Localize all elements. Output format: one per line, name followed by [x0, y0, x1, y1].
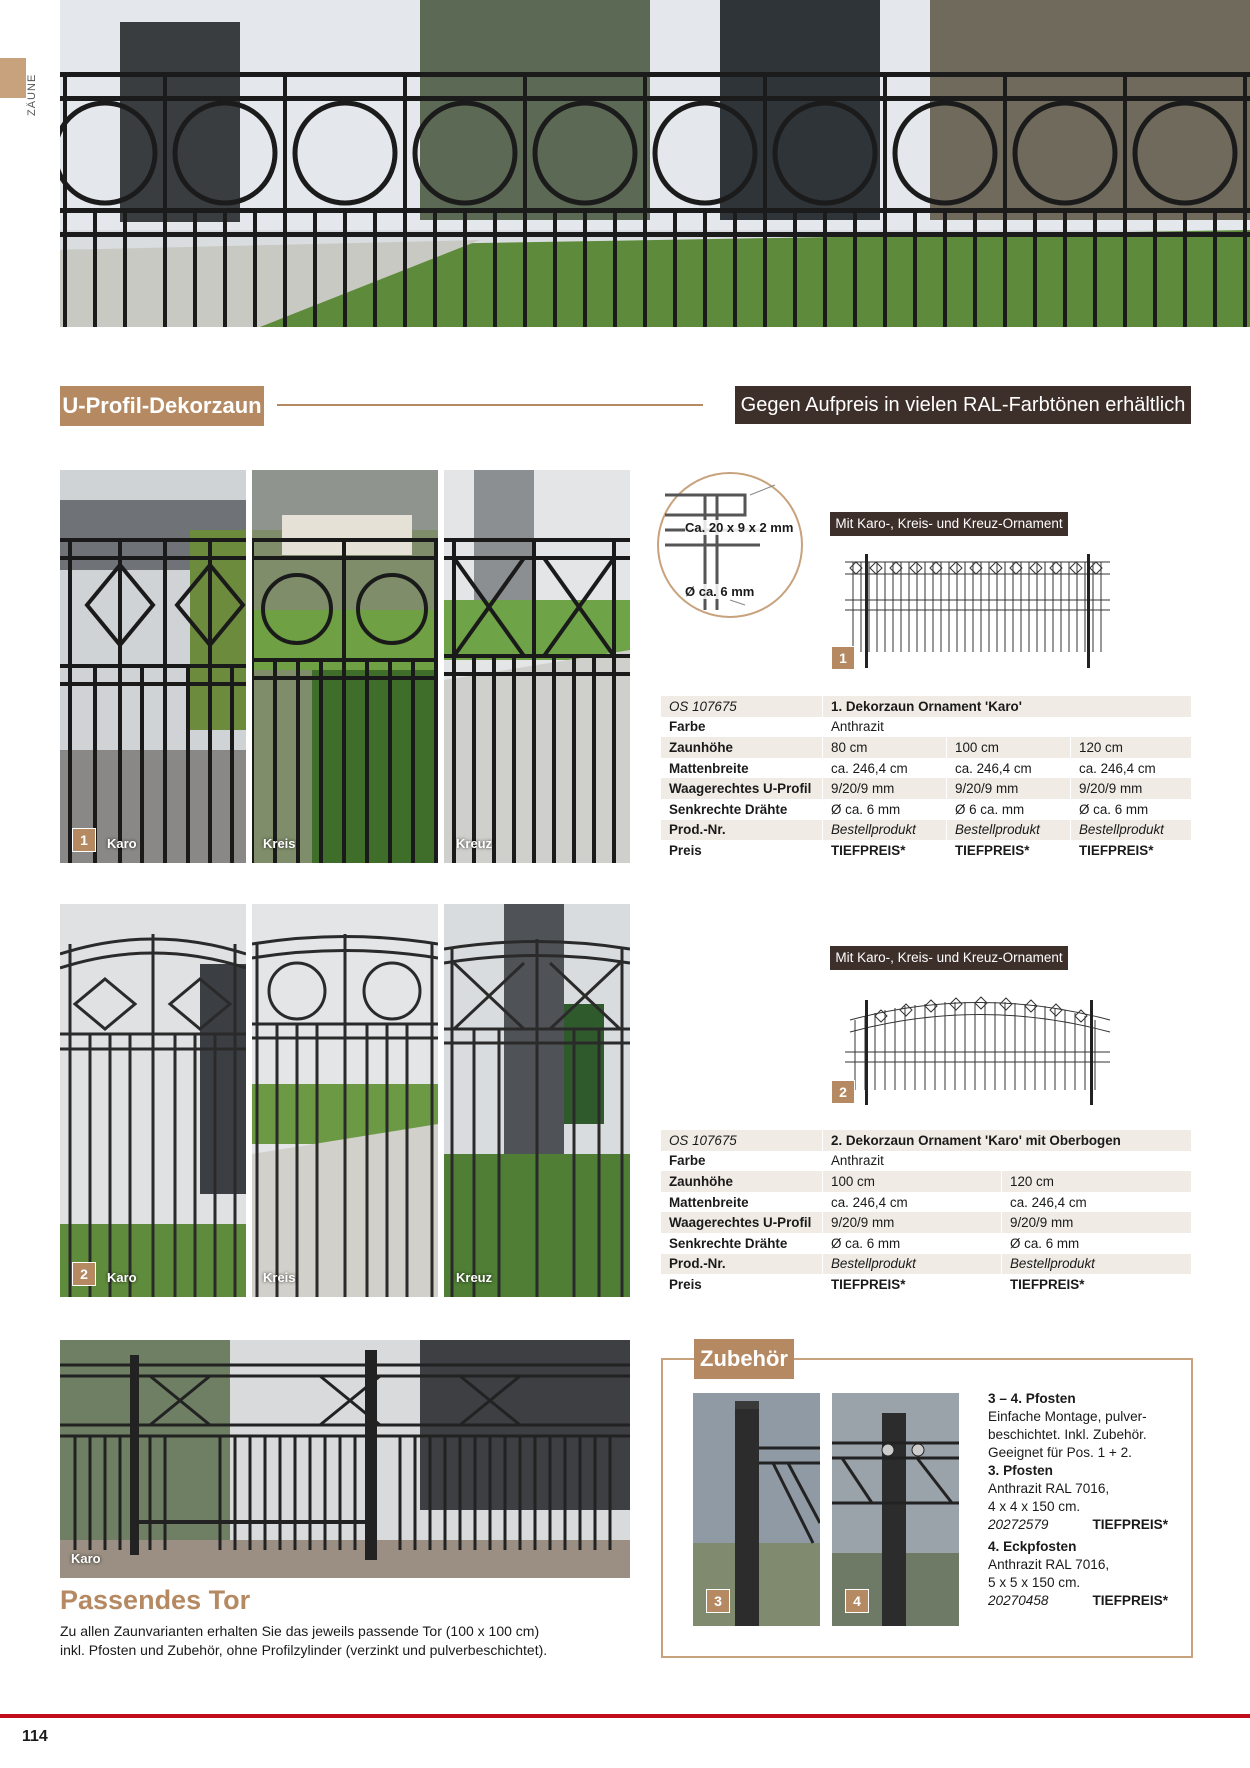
- accessories-desc-3: Geeignet für Pos. 1 + 2.: [988, 1445, 1132, 1460]
- row-value: 120 cm: [1002, 1171, 1192, 1192]
- post-title: 3. Pfosten: [988, 1463, 1053, 1478]
- table-row: [661, 778, 1191, 799]
- table-row: [661, 696, 1191, 717]
- accessories-title: Zubehör: [694, 1339, 794, 1379]
- post-color: Anthrazit RAL 7016,: [988, 1481, 1110, 1496]
- row-value: ca. 246,4 cm: [1002, 1192, 1192, 1213]
- row-value: Ø ca. 6 mm: [823, 1233, 1002, 1254]
- product1-fence-drawing: [845, 552, 1115, 672]
- gate-description-line1: Zu allen Zaunvarianten erhalten Sie das jeweils passende Tor (100 x 100 cm): [60, 1623, 540, 1639]
- row-value: Ø ca. 6 mm: [823, 799, 947, 820]
- row-value: Bestellprodukt: [1002, 1254, 1192, 1275]
- section-divider: [277, 404, 703, 406]
- ral-banner: Gegen Aufpreis in vielen RAL-Farbtönen erhältlich: [735, 386, 1191, 424]
- row-value: 9/20/9 mm: [823, 1212, 1002, 1233]
- product1-title: 1. Dekorzaun Ornament 'Karo': [823, 696, 1192, 717]
- product1-code: OS 107675: [661, 696, 823, 717]
- accessories-desc-1: Einfache Montage, pulver-: [988, 1409, 1147, 1424]
- post-number-badge: 3: [706, 1589, 730, 1613]
- row-value: Bestellprodukt: [823, 1254, 1002, 1275]
- product1-drawing-number: 1: [831, 646, 855, 670]
- row-label: Waagerechtes U-Profil: [661, 1212, 823, 1233]
- corner-post-article-number: 20270458: [988, 1593, 1049, 1608]
- post-order-row: [988, 1516, 1168, 1534]
- product1-number-badge: 1: [72, 828, 96, 852]
- page-number: 114: [22, 1728, 48, 1745]
- product1-caption-kreuz: Kreuz: [456, 836, 493, 851]
- row-value: TIEFPREIS*: [1002, 1274, 1192, 1295]
- gate-description-line2: inkl. Pfosten und Zubehör, ohne Profilzylinder (verzinkt und pulverbeschichtet).: [60, 1642, 548, 1658]
- product1-spec-table: [661, 696, 1191, 861]
- row-label: Mattenbreite: [661, 1192, 823, 1213]
- row-value: 9/20/9 mm: [1071, 778, 1192, 799]
- row-value: 9/20/9 mm: [823, 778, 947, 799]
- row-value: 9/20/9 mm: [1002, 1212, 1192, 1233]
- row-value: Anthrazit: [823, 1151, 1192, 1172]
- row-value: ca. 246,4 cm: [947, 758, 1071, 779]
- wire-diameter-label: Ø ca. 6 mm: [685, 584, 755, 599]
- corner-post-number-badge: 4: [845, 1589, 869, 1613]
- table-row: [661, 799, 1191, 820]
- row-value: 80 cm: [823, 737, 947, 758]
- table-row: [661, 1254, 1191, 1275]
- row-label: Zaunhöhe: [661, 737, 823, 758]
- product1-caption-kreis: Kreis: [263, 836, 296, 851]
- row-value: TIEFPREIS*: [947, 840, 1071, 861]
- row-value: Ø 6 ca. mm: [947, 799, 1071, 820]
- row-value: 100 cm: [947, 737, 1071, 758]
- product2-photo-kreuz: [444, 904, 630, 1297]
- row-label: Mattenbreite: [661, 758, 823, 779]
- table-row: [661, 758, 1191, 779]
- row-value: Ø ca. 6 mm: [1002, 1233, 1192, 1254]
- row-value: TIEFPREIS*: [823, 1274, 1002, 1295]
- table-row: [661, 1151, 1191, 1172]
- corner-post-order-row: [988, 1592, 1168, 1610]
- table-row: [661, 840, 1191, 861]
- product2-code: OS 107675: [661, 1130, 823, 1151]
- section-title: U-Profil-Dekorzaun: [60, 386, 264, 426]
- row-label: Senkrechte Drähte: [661, 799, 823, 820]
- product1-caption-karo: Karo: [107, 836, 137, 851]
- table-row: [661, 1192, 1191, 1213]
- section-side-label: ZÄUNE: [26, 73, 38, 116]
- section-color-tab: [0, 58, 26, 98]
- row-value: Bestellprodukt: [1071, 820, 1192, 841]
- table-row: [661, 1212, 1191, 1233]
- table-row: [661, 1130, 1191, 1151]
- row-value: TIEFPREIS*: [1071, 840, 1192, 861]
- row-value: ca. 246,4 cm: [1071, 758, 1192, 779]
- table-row: [661, 1171, 1191, 1192]
- product1-ornament-badge: Mit Karo-, Kreis- und Kreuz-Ornament: [830, 512, 1068, 536]
- row-label: Senkrechte Drähte: [661, 1233, 823, 1254]
- profile-dimension-label: Ca. 20 x 9 x 2 mm: [685, 520, 794, 535]
- accessories-desc-2: beschichtet. Inkl. Zubehör.: [988, 1427, 1147, 1442]
- post-article-number: 20272579: [988, 1517, 1049, 1532]
- row-value: Anthrazit: [823, 717, 1192, 738]
- row-value: Ø ca. 6 mm: [1071, 799, 1192, 820]
- row-label: Farbe: [661, 717, 823, 738]
- product2-caption-karo: Karo: [107, 1270, 137, 1285]
- row-label: Prod.-Nr.: [661, 1254, 823, 1275]
- table-row: [661, 737, 1191, 758]
- product2-title: 2. Dekorzaun Ornament 'Karo' mit Oberbogen: [823, 1130, 1192, 1151]
- row-label: Farbe: [661, 1151, 823, 1172]
- corner-post-size: 5 x 5 x 150 cm.: [988, 1575, 1081, 1590]
- table-row: [661, 1274, 1191, 1295]
- row-value: 120 cm: [1071, 737, 1192, 758]
- product2-number-badge: 2: [72, 1262, 96, 1286]
- corner-post-color: Anthrazit RAL 7016,: [988, 1557, 1110, 1572]
- row-value: 9/20/9 mm: [947, 778, 1071, 799]
- row-label: Zaunhöhe: [661, 1171, 823, 1192]
- product2-photo-kreis: [252, 904, 438, 1297]
- product1-photo-karo: [60, 470, 246, 863]
- table-row: [661, 717, 1191, 738]
- post-price: TIEFPREIS*: [1092, 1517, 1168, 1532]
- product2-drawing-number: 2: [831, 1080, 855, 1104]
- corner-post-price: TIEFPREIS*: [1092, 1593, 1168, 1608]
- corner-post-title: 4. Eckpfosten: [988, 1539, 1077, 1554]
- row-value: Bestellprodukt: [947, 820, 1071, 841]
- row-label: Preis: [661, 1274, 823, 1295]
- product1-photo-kreuz: [444, 470, 630, 863]
- row-label: Preis: [661, 840, 823, 861]
- row-value: ca. 246,4 cm: [823, 1192, 1002, 1213]
- product2-spec-table: [661, 1130, 1191, 1295]
- row-label: Waagerechtes U-Profil: [661, 778, 823, 799]
- row-value: Bestellprodukt: [823, 820, 947, 841]
- row-label: Prod.-Nr.: [661, 820, 823, 841]
- product2-photo-karo: [60, 904, 246, 1297]
- gate-caption: Karo: [71, 1551, 101, 1566]
- row-value: TIEFPREIS*: [823, 840, 947, 861]
- accessories-heading: 3 – 4. Pfosten: [988, 1391, 1076, 1406]
- gate-photo: [60, 1340, 630, 1578]
- hero-fence-photo: [60, 0, 1250, 327]
- product2-caption-kreuz: Kreuz: [456, 1270, 493, 1285]
- footer-line: [0, 1714, 1250, 1718]
- product2-fence-drawing: [845, 990, 1115, 1105]
- row-value: ca. 246,4 cm: [823, 758, 947, 779]
- gate-title: Passendes Tor: [60, 1585, 251, 1615]
- row-value: 100 cm: [823, 1171, 1002, 1192]
- product2-caption-kreis: Kreis: [263, 1270, 296, 1285]
- product2-ornament-badge: Mit Karo-, Kreis- und Kreuz-Ornament: [830, 946, 1068, 970]
- product1-photo-kreis: [252, 470, 438, 863]
- accessories-details: [988, 1390, 1168, 1610]
- table-row: [661, 820, 1191, 841]
- table-row: [661, 1233, 1191, 1254]
- post-size: 4 x 4 x 150 cm.: [988, 1499, 1081, 1514]
